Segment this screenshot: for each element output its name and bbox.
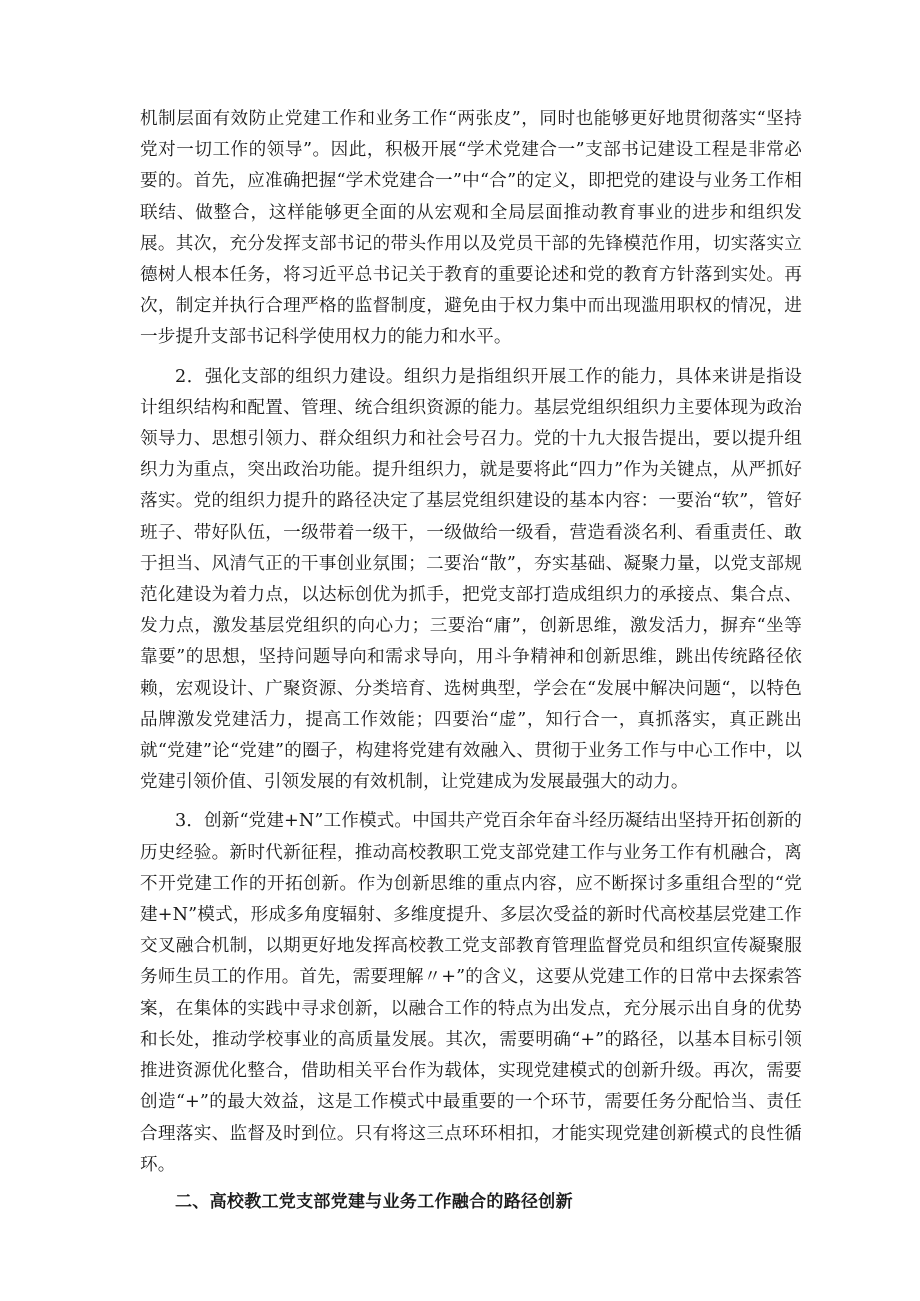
section-heading: 二、高校教工党支部党建与业务工作融合的路径创新 [175, 1191, 573, 1212]
paragraph-party-building-plus-n: 3．创新“党建+N”工作模式。中国共产党百余年奋斗经历凝结出坚持开拓创新的历史经验。新时代新征程，推动高校教职工党支部党建工作与业务工作有机融合，离不开党建工作的开拓创新。作为创新思维的重点内容，应不断探讨多重组合型的“党建+N”模式，形成多角度辐射、多维度提升、多层次受益的新时代高校基层党建工作交叉融合机制，以期更好地发挥高校教工党支部教育管理监督党员和组织宣传凝聚服务师生员工的作用。首先，需要理解〃+”的含义，这要从党建工作的日常中去探索答案，在集体的实践中寻求创新，以融合工作的特点为出发点，充分展示出自身的优势和长处，推动学校事业的高质量发展。其次，需要明确“+”的路径，以基本目标引领推进资源优化整合，借助相关平台作为载体，实现党建模式的创新升级。再次，需要创造“+”的最大效益，这是工作模式中最重要的一个环节，需要任务分配恰当、责任合理落实、监督及时到位。只有将这三点环环相扣，才能实现党建创新模式的良性循环。 [140, 811, 802, 1175]
paragraph-continuation: 机制层面有效防止党建工作和业务工作“两张皮”，同时也能够更好地贯彻落实“坚持党对一切工作的领导”。因此，积极开展“学术党建合一”支部书记建设工程是非常必要的。首先，应准确把握“学术党建合一”中“合”的定义，即把党的建设与业务工作相联结、做整合，这样能够更全面的从宏观和全局层面推动教育事业的进步和组织发展。其次，充分发挥支部书记的带头作用以及党员干部的先锋模范作用，切实落实立德树人根本任务，将习近平总书记关于教育的重要论述和党的教育方针落到实处。再次，制定并执行合理严格的监督制度，避免由于权力集中而出现滥用职权的情况，进一步提升支部书记科学使用权力的能力和水平。 [140, 109, 802, 348]
paragraph-organization-capacity: 2．强化支部的组织力建设。组织力是指组织开展工作的能力，具体来讲是指设计组织结构和配置、管理、统合组织资源的能力。基层党组织组织力主要体现为政治领导力、思想引领力、群众组织力和社会号召力。党的十九大报告提出，要以提升组织力为重点，突出政治功能。提升组织力，就是要将此“四力”作为关键点，从严抓好落实。党的组织力提升的路径决定了基层党组织建设的基本内容：一要治“软”，管好班子、带好队伍，一级带着一级干，一级做给一级看，营造看淡名利、看重责任、敢于担当、风清气正的干事创业氛围；二要治“散”，夯实基础、凝聚力量，以党支部规范化建设为着力点，以达标创优为抓手，把党支部打造成组织力的承接点、集合点、发力点，激发基层党组织的向心力；三要治“庸”，创新思维，激发活力，摒弃“坐等靠要”的思想，坚持问题导向和需求导向，用斗争精神和创新思维，跳出传统路径依赖，宏观设计、广聚资源、分类培育、选树典型，学会在“发展中解决问题“，以特色品牌激发党建活力，提高工作效能；四要治“虚”，知行合一，真抓落实，真正跳出就“党建”论“党建”的圈子，构建将党建有效融入、贯彻于业务工作与中心工作中，以党建引领价值、引领发展的有效机制，让党建成为发展最强大的动力。 [140, 366, 802, 793]
document-body [140, 104, 802, 1218]
